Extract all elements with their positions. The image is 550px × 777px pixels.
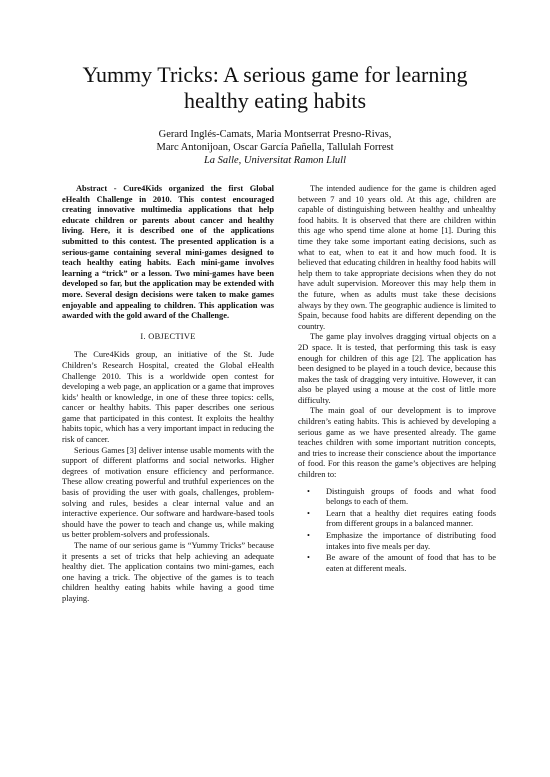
list-item-text: Learn that a healthy diet requires eating foods from different groups in a balanced manner. xyxy=(326,508,496,529)
objectives-list xyxy=(298,487,496,575)
title-line-2: healthy eating habits xyxy=(183,88,367,113)
body-paragraph: The main goal of our development is to improve children’s eating habits. This is achieved by developing a serious game as we have presented already. The game teaches children with some important nutrition concepts, and tries to increase their conscience about the importance of food. For this reason the game’s objectives are helping children to: xyxy=(298,406,496,480)
bullet-icon: • xyxy=(307,531,310,540)
authors-line-2: Marc Antonijoan, Oscar García Pañella, Tallulah Forrest xyxy=(156,142,394,153)
body-paragraph: The intended audience for the game is children aged between 7 and 10 years old. At this age, children are capable of distinguishing between healthy and unhealthy food habits. It is observed that there are children within this age who spend time alone at home [1]. During this time they take some important eating decisions, such as what to eat, when to eat it and how much food. It is believed that educating children in healthy food habits will help them to take appropriate decisions when they do not have adult supervision. Moreover this may help them in the future, when as adults must take these decisions always by they own. The geographic audience is limited to Spain, because food habits are different depending on the country. xyxy=(298,184,496,331)
list-item xyxy=(298,531,496,552)
list-item-text: Distinguish groups of foods and what food belongs to each of them. xyxy=(326,486,496,507)
body-paragraph: The name of our serious game is “Yummy Tricks” because it presents a set of tricks that help achieving an adequate healthy diet. The application contains two mini-games, each one having a trick. The objective of the games is to teach children healthy eating habits while having a good time playing. xyxy=(62,541,274,603)
abstract: Abstract - Cure4Kids organized the first Global eHealth Challenge in 2010. This contest encouraged creating innovative multimedia applications that help educate children or parents about cancer and healthy living. Here, it is described one of the applications submitted to this contest. The presented application is a serious-game containing several mini-games designed to teach healthy eating habits. Each mini-game involves learning a “trick” or a lesson. Two mini-games have been developed so far, but the application may be extended with more. Several design decisions were taken to make games enjoyable and appealing to children. This application was awarded with the gold award of the Challenge. xyxy=(62,184,274,321)
paper-title xyxy=(40,62,510,114)
left-column xyxy=(62,184,274,605)
body-paragraph: The game play involves dragging virtual objects on a 2D space. It is tested, that performing this task is easy enough for children of this age [2]. The application has been designed to be played in a touch device, because this makes the task of dragging very intuitive. However, it can also be played using a mouse at the cost of little more difficulty. xyxy=(298,332,496,405)
body-paragraph: Serious Games [3] deliver intense usable moments with the support of different platforms and social networks. Higher degrees of motivation ensure efficiency and performance. These allow creating powerful and truthful experiences on the basis of providing the user with goals, challenges, problem-solving and rules, besides a clear internal value and an interactive experience. Our software and hardware-based tools should have the power to teach and change us, while making us better problem-solvers and professionals. xyxy=(62,445,274,540)
list-item xyxy=(298,553,496,574)
body-paragraph: The Cure4Kids group, an initiative of the St. Jude Children’s Research Hospital, created the Global eHealth Challenge 2010. This is a worldwide open contest for developing a web page, an application or a game that improves kids’ health or knowledge, in one of these three topics: cells, cancer or healthy habits. This paper describes one serious game that participated in this contest. It exploits the healthy habits topic, which has a very important impact in reducing the risk of cancer. xyxy=(62,350,274,445)
authors-line-1: Gerard Inglés-Camats, Maria Montserrat Presno-Rivas, xyxy=(158,129,392,140)
list-item xyxy=(298,509,496,530)
section-heading-objective: I. OBJECTIVE xyxy=(140,331,196,341)
title-line-1: Yummy Tricks: A serious game for learning xyxy=(82,62,468,87)
bullet-icon: • xyxy=(307,508,310,518)
affiliation: La Salle, Universitat Ramon Llull xyxy=(203,155,347,166)
list-item-text: Be aware of the amount of food that has to be eaten at different meals. xyxy=(326,553,496,573)
list-item xyxy=(298,487,496,508)
list-item-text: Emphasize the importance of distributing food intakes into five meals per day. xyxy=(326,531,496,551)
right-column xyxy=(298,184,496,575)
bullet-icon: • xyxy=(307,486,310,496)
bullet-icon: • xyxy=(307,553,310,563)
author-block xyxy=(40,128,510,167)
